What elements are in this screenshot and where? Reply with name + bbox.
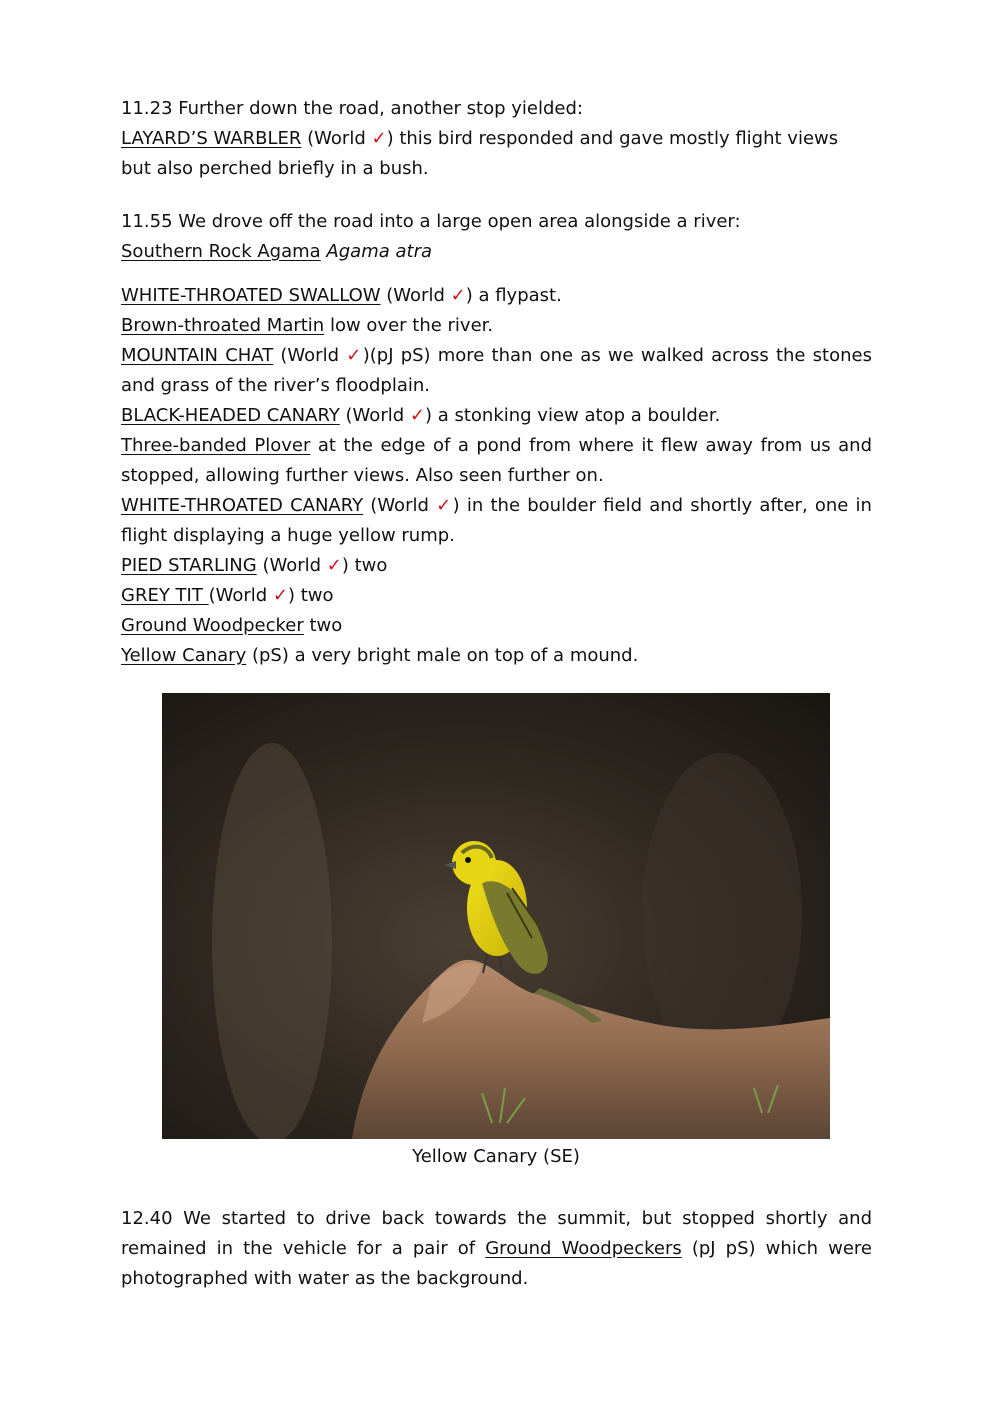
sighting-entry bbox=[121, 311, 872, 341]
latin-name: Agama atra bbox=[326, 241, 432, 262]
species-name: PIED STARLING bbox=[121, 555, 257, 576]
sighting-note: ) two bbox=[288, 585, 334, 606]
sighting-note: ) two bbox=[341, 555, 388, 576]
species-note: ) this bird responded and gave mostly flight views but also perched briefly in a bush. bbox=[121, 128, 839, 179]
species-name: Three-banded Plover bbox=[121, 435, 311, 456]
paragraph-11-23 bbox=[121, 94, 872, 184]
sighting-note: two bbox=[303, 615, 343, 636]
sighting-entry bbox=[121, 581, 872, 611]
sighting-note: (pS) a very bright male on top of a mound. bbox=[246, 645, 639, 666]
sighting-note: ) in the boulder field and shortly after, one in flight displaying a huge yellow rump. bbox=[121, 495, 872, 546]
time-entry: 11.55 We drove off the road into a large open area alongside a river: bbox=[121, 211, 741, 232]
sighting-note: (World bbox=[363, 495, 437, 516]
sighting-note: (World bbox=[273, 345, 347, 366]
species-name: MOUNTAIN CHAT bbox=[121, 345, 274, 366]
check-icon: ✓ bbox=[436, 495, 453, 516]
sightings-list bbox=[121, 281, 872, 671]
document-body bbox=[121, 94, 872, 671]
sighting-entry bbox=[121, 551, 872, 581]
species-name: Brown-throated Martin bbox=[121, 315, 325, 336]
sighting-entry bbox=[121, 641, 872, 671]
sighting-entry bbox=[121, 611, 872, 641]
sighting-note: ) a flypast. bbox=[465, 285, 562, 306]
check-icon: ✓ bbox=[326, 555, 342, 576]
species-name: LAYARD’S WARBLER bbox=[121, 128, 302, 149]
photo-caption: Yellow Canary (SE) bbox=[412, 1146, 580, 1167]
sighting-entry bbox=[121, 491, 872, 551]
sighting-note: )(pJ pS) more than one as we walked across the stones and grass of the river’s floodplain. bbox=[121, 345, 872, 396]
sighting-entry bbox=[121, 341, 872, 401]
species-name: WHITE-THROATED CANARY bbox=[121, 495, 364, 516]
time-entry: 11.23 Further down the road, another stop yielded: bbox=[121, 98, 583, 119]
sighting-note: at the edge of a pond from where it flew away from us and stopped, allowing further views. Also seen further on. bbox=[121, 435, 872, 486]
species-name: Ground Woodpeckers bbox=[485, 1238, 682, 1259]
species-name: Yellow Canary bbox=[121, 645, 247, 666]
species-name: BLACK-HEADED CANARY bbox=[121, 405, 340, 426]
paragraph-text: 12.40 We started to drive back towards the summit, but stopped shortly and remained in the vehicle for a pair of bbox=[121, 1208, 872, 1259]
paragraph-11-55 bbox=[121, 207, 872, 267]
sighting-note: low over the river. bbox=[324, 315, 494, 336]
species-name: GREY TIT bbox=[121, 585, 209, 606]
sighting-note: (World bbox=[208, 585, 273, 606]
species-name: Southern Rock Agama bbox=[121, 241, 321, 262]
paragraph-12-40 bbox=[121, 1204, 872, 1294]
check-icon: ✓ bbox=[346, 345, 363, 366]
paragraph-text: (pJ pS) which were photographed with water as the background. bbox=[121, 1238, 873, 1289]
check-icon: ✓ bbox=[272, 585, 288, 606]
bird-photo-illustration bbox=[162, 693, 830, 1139]
species-name: Ground Woodpecker bbox=[121, 615, 304, 636]
sighting-note: (World bbox=[339, 405, 410, 426]
sighting-note: ) a stonking view atop a boulder. bbox=[424, 405, 721, 426]
check-icon: ✓ bbox=[371, 128, 387, 149]
sighting-note: (World bbox=[256, 555, 327, 576]
sighting-entry bbox=[121, 431, 872, 491]
sighting-entry bbox=[121, 281, 872, 311]
sighting-note: (World bbox=[380, 285, 451, 306]
world-label: (World bbox=[307, 128, 366, 149]
yellow-canary-photo bbox=[162, 693, 830, 1139]
sighting-entry bbox=[121, 401, 872, 431]
species-name: WHITE-THROATED SWALLOW bbox=[121, 285, 381, 306]
check-icon: ✓ bbox=[450, 285, 466, 306]
check-icon: ✓ bbox=[409, 405, 425, 426]
